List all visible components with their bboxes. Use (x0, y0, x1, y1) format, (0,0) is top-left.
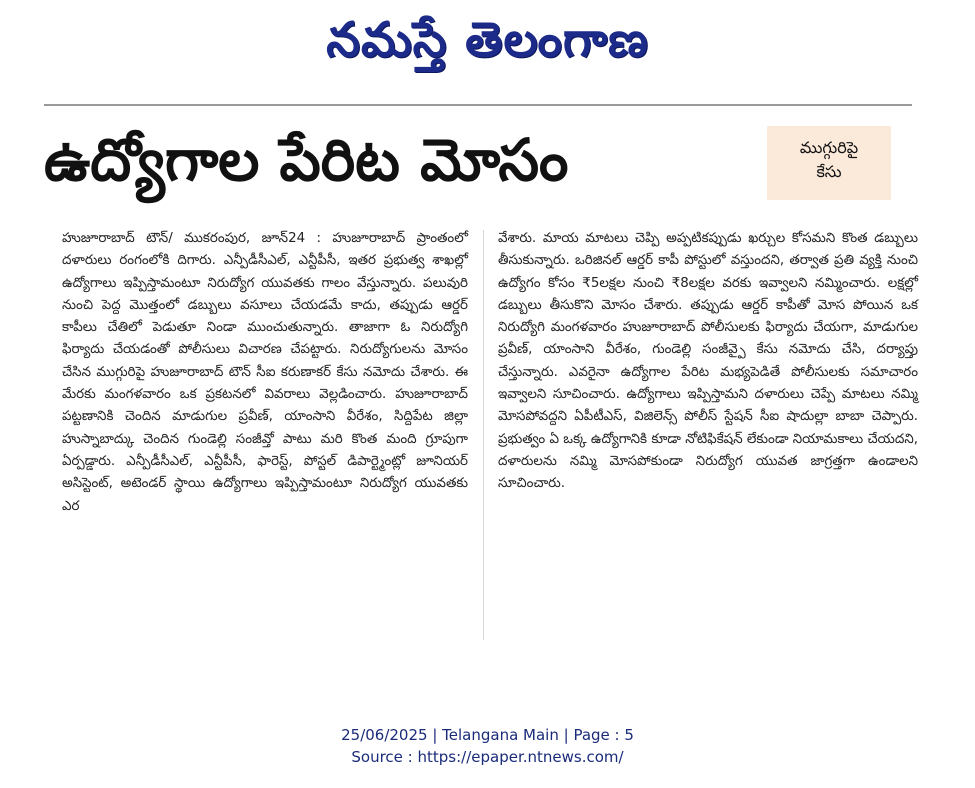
article-kicker-box (767, 126, 891, 200)
kicker-line-2: కేసు (816, 162, 842, 181)
newspaper-masthead (0, 4, 975, 76)
header-divider (44, 104, 912, 106)
footer-source: Source : https://epaper.ntnews.com/ (351, 748, 624, 766)
kicker-line-1: ముగ్గురిపై (799, 138, 859, 157)
masthead-title: నమస్తే తెలంగాణ (326, 12, 649, 68)
article-column-right: వేశారు. మాయ మాటలు చెప్పి అప్పటికప్పుడు ఖర్చుల కోసమని కొంత డబ్బులు తీసుకున్నారు. ఒరిజినల్ ఆర్డర్ కాపీ పోస్టులో వస్తుందని, తర్వాత ప్రతి వ్యక్తి నుంచి ఉద్యోగం కోసం ₹5లక్షల నుంచి ₹8లక్షల వరకు ఇవ్వాలని నమ్మించారు. లక్షల్లో డబ్బులు తీసుకొని మోసం చేశారు. తప్పుడు ఆర్డర్ కాపీతో మోస పోయిన ఒక నిరుద్యోగి మంగళవారం హుజూరాబాద్ పోలీసులకు ఫిర్యాదు చేయగా, మాడుగుల ప్రవీణ్, యాంసాని వీరేశం, గుండెల్లి సంజీవ్పై కేసు నమోదు చేసి, దర్యాప్తు చేస్తున్నారు. ఎవరైనా ఉద్యోగాల పేరిట మభ్యపెడితే పోలీసులకు సమాచారం ఇవ్వాలని సూచించారు. ఉద్యోగాలు ఇప్పిస్తామని దళారులు చెప్పే మాటలు నమ్మి మోసపోవద్దని ఏపీటీఎస్, విజిలెన్స్ పోలీస్ స్టేషన్ సీఐ షాదుల్లా బాబా చెప్పారు. ప్రభుత్వం ఏ ఒక్క ఉద్యోగానికి కూడా నోటిఫికేషన్ లేకుండా నియామకాలు చేయదని, దళారులను నమ్మి మోసపోకుండా నిరుద్యోగ యువత జాగ్రత్తగా ఉండాలని సూచించారు. (498, 231, 918, 492)
article-column-left: హుజూరాబాద్ టౌన్/ ముకరంపుర, జూన్24 : హుజూరాబాద్ ప్రాంతంలో దళారులు రంగంలోకి దిగారు. ఎన్పీడీసీఎల్, ఎన్టీపీసీ, ఇతర ప్రభుత్వ శాఖల్లో ఉద్యోగాలు ఇప్పిస్తామంటూ నిరుద్యోగ యువతకు గాలం వేస్తున్నారు. పలువురి నుంచి పెద్ద మొత్తంలో డబ్బులు వసూలు చేయడమే కాదు, తప్పుడు ఆర్డర్ కాపీలు చేతిలో పెడుతూ నిండా ముంచుతున్నారు. తాజాగా ఓ నిరుద్యోగి ఫిర్యాదు చేయడంతో పోలీసులు విచారణ చేపట్టారు. నిరుద్యోగులను మోసం చేసిన ముగ్గురిపై హుజూరాబాద్ టౌన్ సీఐ కరుణాకర్ కేసు నమోదు చేశారు. ఈ మేరకు మంగళవారం ఒక ప్రకటనలో వివరాలు వెల్లడించారు. హుజూరాబాద్ పట్టణానికి చెందిన మాడుగుల ప్రవీణ్, యాంసాని వీరేశం, సిద్దిపేట జిల్లా హుస్నాబాద్కు చెందిన గుండెల్లి సంజీవ్తో పాటు మరి కొంత మంది గ్రూపుగా ఏర్పడ్డారు. ఎన్పీడీసీఎల్, ఎన్టీపీసీ, ఫారెస్ట్, పోస్టల్ డిపార్ట్మెంట్లో జూనియర్ అసిస్టెంట్, అటెండర్ స్థాయి ఉద్యోగాలు ఇప్పిస్తామంటూ నిరుద్యోగ యువతకు ఎర (62, 231, 468, 514)
column-divider (483, 230, 484, 640)
footer-edition-info: 25/06/2025 | Telangana Main | Page : 5 (341, 726, 634, 744)
article-headline: ఉద్యోగాల పేరిట మోసం (44, 126, 569, 194)
